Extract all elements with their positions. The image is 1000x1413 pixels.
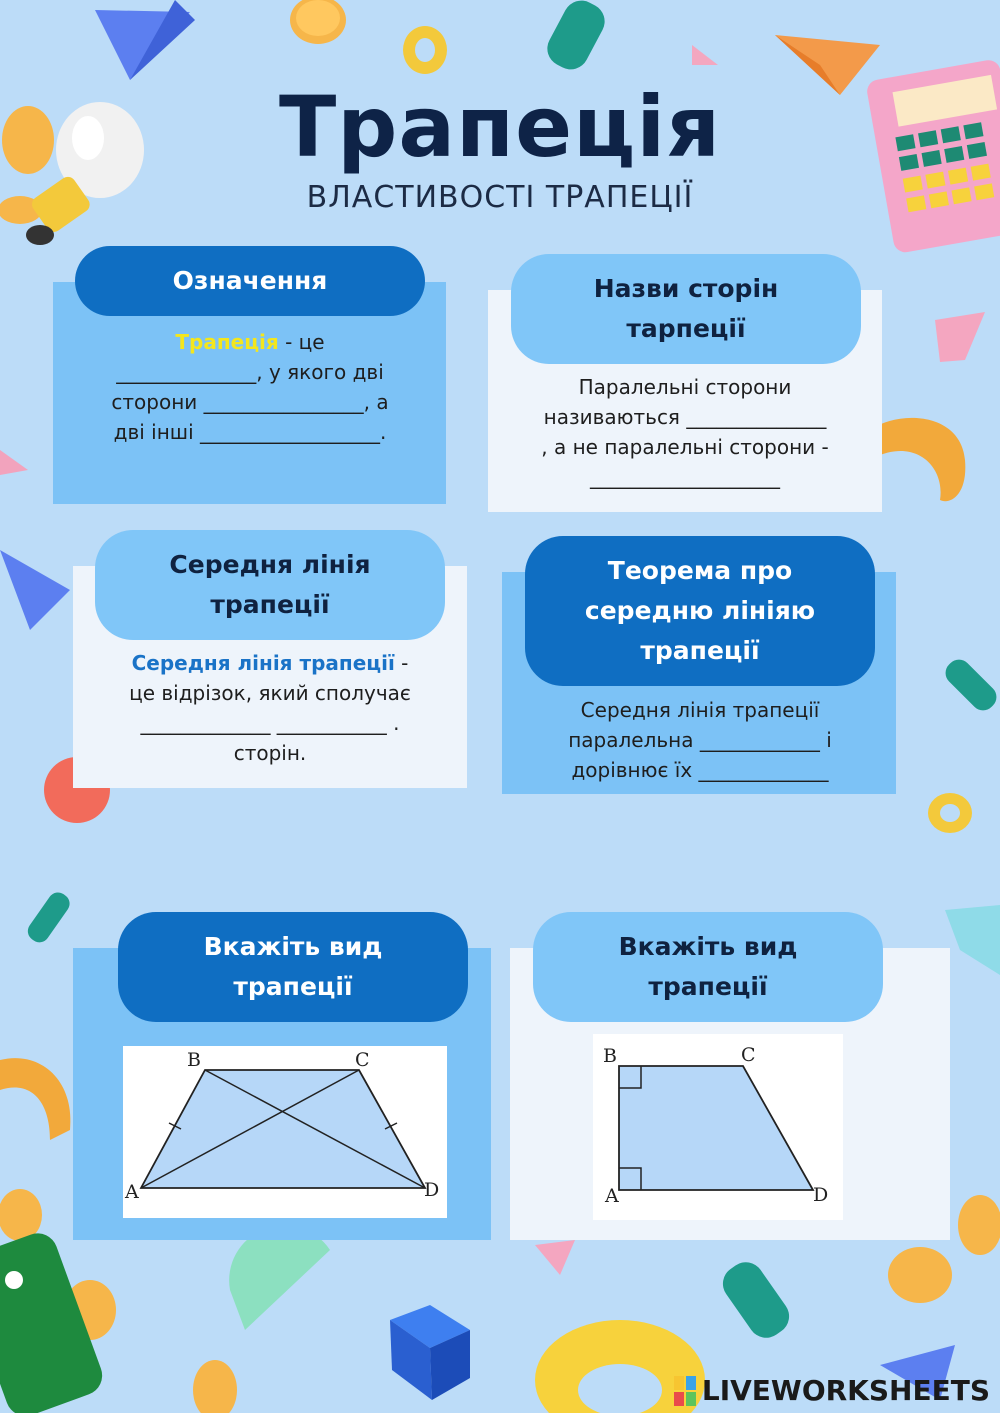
sides-text	[495, 372, 875, 492]
theorem-heading-line1: Теорема про	[607, 556, 793, 585]
half-sphere	[229, 1225, 330, 1330]
vertex-c-label: C	[355, 1049, 370, 1071]
midline-line3: _____________ ___________ .	[140, 711, 400, 735]
cylinder-left	[24, 889, 74, 947]
sides-line3: , а не паралельні сторони -	[541, 435, 829, 459]
sides-heading-line1: Назви сторін	[593, 274, 779, 303]
type-b-heading-line2: трапеції	[648, 972, 768, 1001]
midline-heading-line2: трапеції	[210, 590, 330, 619]
midline-text	[80, 648, 460, 768]
midline-line2: це відрізок, який сполучає	[129, 681, 411, 705]
vertex-d-label: D	[813, 1184, 829, 1206]
type-b-heading-line1: Вкажіть вид	[618, 932, 798, 961]
definition-line2: ______________, у якого дві	[116, 360, 384, 384]
midline-heading-line1: Середня лінія	[169, 550, 371, 579]
type-a-heading	[118, 912, 468, 1022]
theorem-text	[510, 695, 890, 785]
midline-heading	[95, 530, 445, 640]
cylinder-right	[941, 655, 1000, 716]
right-trapezoid-figure	[593, 1034, 843, 1220]
cone-shape-left	[0, 550, 70, 630]
right-trapezoid-svg	[593, 1034, 843, 1220]
type-a-heading-line2: трапеції	[233, 972, 353, 1001]
vertex-b-label: B	[187, 1049, 201, 1071]
pyramid-pink-right	[935, 312, 985, 362]
isosceles-trapezoid-svg	[123, 1046, 447, 1218]
page-subtitle: ВЛАСТИВОСТІ ТРАПЕЦІЇ	[306, 180, 694, 215]
theorem-heading-line2: середню лініяю	[584, 596, 816, 625]
theorem-line3: дорівнює їх _____________	[571, 758, 829, 782]
type-a-heading-line1: Вкажіть вид	[203, 932, 383, 961]
theorem-heading-line3: трапеції	[640, 636, 760, 665]
sides-line2: називаються ______________	[543, 405, 827, 429]
definition-text	[60, 327, 440, 447]
vertex-a-label: A	[125, 1181, 139, 1203]
liveworksheets-logo-icon	[674, 1376, 696, 1406]
definition-term: Трапеція	[175, 330, 279, 354]
pyramid-pink-top	[692, 45, 718, 65]
midline-line4: сторін.	[233, 741, 307, 765]
vertex-d-label: D	[424, 1179, 440, 1201]
theorem-heading	[525, 536, 875, 686]
sides-heading	[511, 254, 861, 364]
vertex-b-label: B	[603, 1045, 617, 1067]
trapezoid-shape	[619, 1066, 813, 1190]
definition-line1-rest: - це	[278, 330, 325, 354]
brand-text: LIVEWORKSHEETS	[701, 1374, 990, 1407]
definition-line3: сторони ________________, а	[111, 390, 389, 414]
type-b-heading	[533, 912, 883, 1022]
sides-line4: ___________________	[590, 465, 780, 489]
isosceles-trapezoid-figure	[123, 1046, 447, 1218]
vertex-c-label: C	[741, 1044, 756, 1066]
theorem-line2: паралельна ____________ і	[568, 728, 832, 752]
definition-heading-text: Означення	[172, 266, 328, 295]
sides-heading-line2: тарпеції	[626, 314, 746, 343]
theorem-line1: Середня лінія трапеції	[580, 698, 820, 722]
orange-arc-left	[0, 1058, 70, 1140]
diamond-shape	[945, 905, 1000, 975]
page-title: Трапеція	[278, 78, 722, 176]
sides-line1: Паралельні сторони	[578, 375, 792, 399]
midline-term: Середня лінія трапеції	[131, 651, 395, 675]
trapezoid-shape	[141, 1070, 425, 1188]
liveworksheets-brand[interactable]	[674, 1374, 990, 1407]
cylinder-top	[541, 0, 611, 76]
definition-line4: дві інші __________________.	[113, 420, 387, 444]
definition-heading	[75, 246, 425, 316]
vertex-a-label: A	[605, 1185, 619, 1207]
midline-line1-rest: -	[394, 651, 409, 675]
